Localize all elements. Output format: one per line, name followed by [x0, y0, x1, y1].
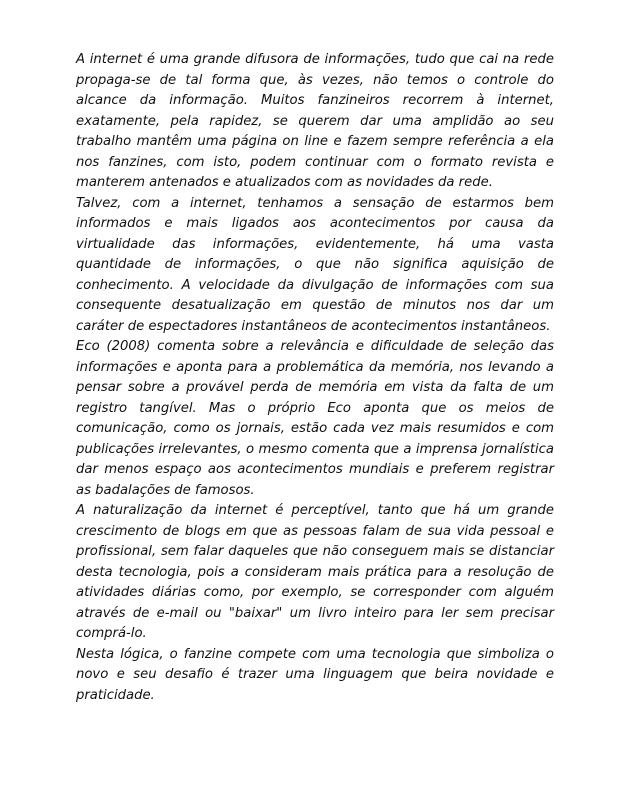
paragraph-internet-difusora: A internet é uma grande difusora de informações, tudo que cai na rede propaga-se de tal forma que, às vezes, não temos o controle do alcance da informação. Muitos fanzineiros recorrem à internet, exatamente, pela rapidez, se querem dar uma amplidão ao seu trabalho mantêm uma página on line e fazem sempre referência a ela nos fanzines, com isto, podem continuar com o formato revista e manterem antenados e atualizados com as novidades da rede. — [76, 52, 554, 190]
document-body — [76, 50, 554, 706]
paragraph-naturalizacao-internet: A naturalização da internet é perceptível, tanto que há um grande crescimento de blogs em que as pessoas falam de sua vida pessoal e profissional, sem falar daqueles que não conseguem mais se distanciar desta tecnologia, pois a consideram mais prática para a resolução de atividades diárias como, por exemplo, se corresponder com alguém através de e-mail ou "baixar" um livro inteiro para ler sem precisar comprá-lo. — [76, 503, 554, 641]
paragraph-eco-2008: Eco (2008) comenta sobre a relevância e dificuldade de seleção das informações e aponta para a problemática da memória, nos levando a pensar sobre a provável perda de memória em vista da falta de um registro tangível. Mas o próprio Eco aponta que os meios de comunicação, como os jornais, estão cada vez mais resumidos e com publicações irrelevantes, o mesmo comenta que a imprensa jornalística dar menos espaço aos acontecimentos mundiais e preferem registrar as badalações de famosos. — [76, 339, 554, 498]
paragraph-sensacao-informados: Talvez, com a internet, tenhamos a sensação de estarmos bem informados e mais ligados aos acontecimentos por causa da virtualidade das informações, evidentemente, há uma vasta quantidade de informações, o que não significa aquisição de conhecimento. A velocidade da divulgação de informações com sua consequente desatualização em questão de minutos nos dar um caráter de espectadores instantâneos de acontecimentos instantâneos. — [76, 195, 554, 334]
paragraph-fanzine-compete: Nesta lógica, o fanzine compete com uma tecnologia que simboliza o novo e seu desafio é trazer uma linguagem que beira novidade e praticidade. — [76, 646, 554, 703]
